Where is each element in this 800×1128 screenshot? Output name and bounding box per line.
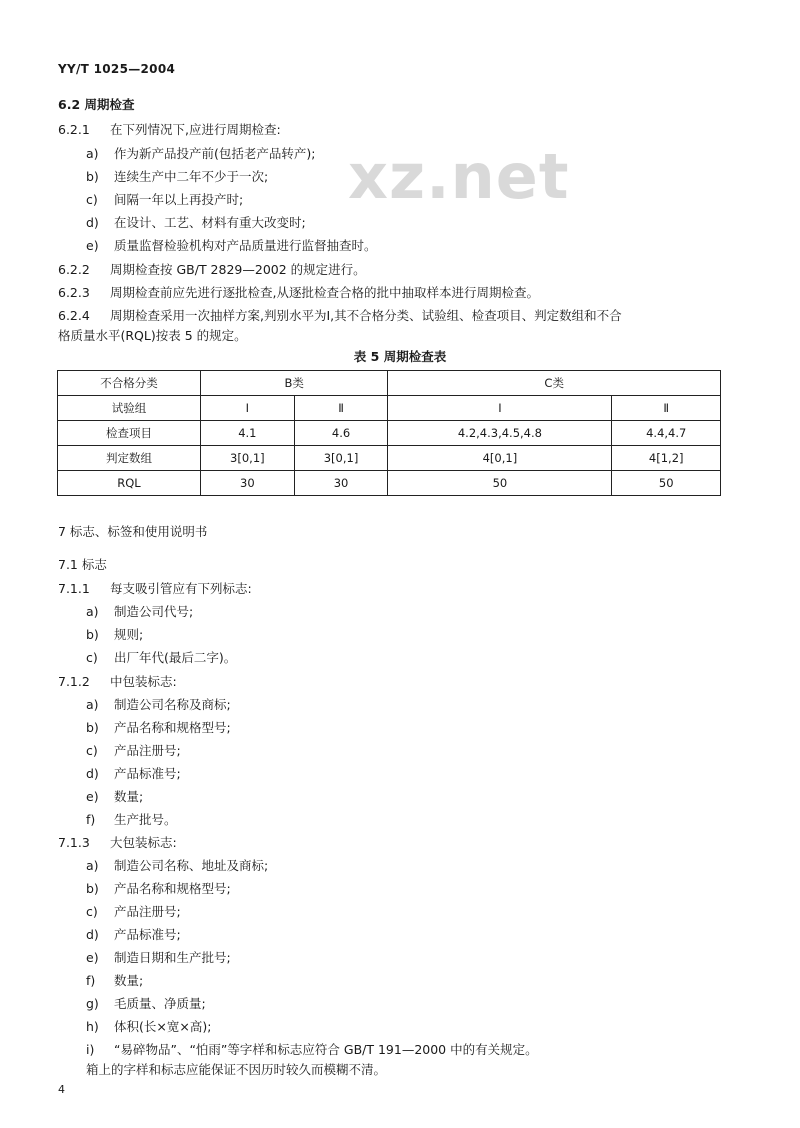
table-row bbox=[58, 446, 721, 471]
clause-7-1-2 bbox=[58, 673, 177, 691]
clause-number: 7.1.3 bbox=[58, 835, 90, 850]
list-item bbox=[86, 880, 231, 898]
class-c-header: C类 bbox=[388, 371, 721, 396]
row-header: 试验组 bbox=[58, 396, 201, 421]
list-label: c) bbox=[86, 743, 98, 758]
list-item bbox=[86, 903, 181, 921]
list-item bbox=[86, 214, 306, 232]
list-text: 制造公司名称及商标; bbox=[114, 697, 231, 712]
list-item bbox=[86, 603, 193, 621]
row-header: 判定数组 bbox=[58, 446, 201, 471]
list-label: a) bbox=[86, 858, 99, 873]
table-cell: 30 bbox=[294, 471, 388, 496]
list-text: 数量; bbox=[114, 973, 144, 988]
section-6-2-heading: 6.2 周期检查 bbox=[58, 97, 135, 112]
list-item bbox=[86, 719, 231, 737]
clause-7-1-1 bbox=[58, 580, 252, 598]
clause-text: 大包装标志: bbox=[110, 835, 177, 850]
list-text: 制造公司代号; bbox=[114, 604, 194, 619]
clause-text: 每支吸引管应有下列标志: bbox=[110, 581, 252, 596]
list-text: 制造公司名称、地址及商标; bbox=[114, 858, 269, 873]
clause-6-2-2 bbox=[58, 261, 366, 279]
list-item bbox=[86, 742, 181, 760]
table-cell: Ⅱ bbox=[294, 396, 388, 421]
list-item bbox=[86, 191, 243, 209]
list-text: 产品名称和规格型号; bbox=[114, 881, 231, 896]
list-label: a) bbox=[86, 146, 99, 161]
clause-number: 7.1.2 bbox=[58, 674, 90, 689]
row-header: 检查项目 bbox=[58, 421, 201, 446]
list-text: 数量; bbox=[114, 789, 144, 804]
list-label: e) bbox=[86, 238, 99, 253]
clause-text: 中包装标志: bbox=[110, 674, 177, 689]
list-item bbox=[86, 949, 231, 967]
list-text: 产品名称和规格型号; bbox=[114, 720, 231, 735]
list-item bbox=[86, 626, 143, 644]
table-cell: 3[0,1] bbox=[201, 446, 295, 471]
list-item bbox=[86, 765, 181, 783]
list-label: b) bbox=[86, 627, 99, 642]
list-label: f) bbox=[86, 812, 96, 827]
table-cell: 50 bbox=[612, 471, 721, 496]
table-cell: Ⅰ bbox=[201, 396, 295, 421]
clause-6-2-4 bbox=[58, 307, 622, 325]
list-label: b) bbox=[86, 881, 99, 896]
watermark: xz.net bbox=[348, 140, 570, 213]
table-cell: 4.1 bbox=[201, 421, 295, 446]
table-cell: 50 bbox=[388, 471, 612, 496]
clause-number: 6.2.2 bbox=[58, 262, 90, 277]
clause-number: 6.2.3 bbox=[58, 285, 90, 300]
clause-number: 6.2.1 bbox=[58, 122, 90, 137]
list-item bbox=[86, 788, 143, 806]
table-row bbox=[58, 371, 721, 396]
clause-number: 7.1.1 bbox=[58, 581, 90, 596]
clause-6-2-1 bbox=[58, 121, 281, 139]
list-text: “易碎物品”、“怕雨”等字样和标志应符合 GB/T 191—2000 中的有关规定。 bbox=[114, 1042, 538, 1057]
list-text: 出厂年代(最后二字)。 bbox=[114, 650, 237, 665]
list-text: 在设计、工艺、材料有重大改变时; bbox=[114, 215, 306, 230]
list-text: 连续生产中二年不少于一次; bbox=[114, 169, 269, 184]
list-item bbox=[86, 995, 206, 1013]
list-item bbox=[86, 926, 181, 944]
list-item bbox=[86, 857, 268, 875]
list-text: 间隔一年以上再投产时; bbox=[114, 192, 244, 207]
list-text: 规则; bbox=[114, 627, 144, 642]
list-text: 作为新产品投产前(包括老产品转产); bbox=[114, 146, 316, 161]
table-cell: 4[0,1] bbox=[388, 446, 612, 471]
list-label: a) bbox=[86, 697, 99, 712]
list-label: f) bbox=[86, 973, 96, 988]
list-label: a) bbox=[86, 604, 99, 619]
clause-number: 6.2.4 bbox=[58, 308, 90, 323]
row-header: RQL bbox=[58, 471, 201, 496]
list-label: c) bbox=[86, 904, 98, 919]
list-label: e) bbox=[86, 789, 99, 804]
list-item bbox=[86, 145, 315, 163]
list-text: 产品标准号; bbox=[114, 927, 181, 942]
periodic-inspection-table bbox=[57, 370, 721, 496]
list-label: d) bbox=[86, 927, 99, 942]
section-7-heading: 7 标志、标签和使用说明书 bbox=[58, 524, 208, 539]
table-cell: 4.4,4.7 bbox=[612, 421, 721, 446]
section-7-1-heading: 7.1 标志 bbox=[58, 557, 107, 572]
list-text: 毛质量、净质量; bbox=[114, 996, 206, 1011]
list-item bbox=[86, 168, 268, 186]
list-text: 生产批号。 bbox=[114, 812, 177, 827]
list-label: b) bbox=[86, 169, 99, 184]
clause-6-2-3 bbox=[58, 284, 539, 302]
list-label: c) bbox=[86, 192, 98, 207]
list-text: 质量监督检验机构对产品质量进行监督抽查时。 bbox=[114, 238, 377, 253]
table-cell: Ⅰ bbox=[388, 396, 612, 421]
clause-text: 周期检查前应先进行逐批检查,从逐批检查合格的批中抽取样本进行周期检查。 bbox=[110, 285, 539, 300]
list-label: d) bbox=[86, 766, 99, 781]
page-number: 4 bbox=[58, 1083, 65, 1096]
clause-7-1-3 bbox=[58, 834, 177, 852]
list-text: 体积(长×宽×高); bbox=[114, 1019, 212, 1034]
list-label: g) bbox=[86, 996, 99, 1011]
list-label: d) bbox=[86, 215, 99, 230]
list-text: 产品标准号; bbox=[114, 766, 181, 781]
table-cell: 30 bbox=[201, 471, 295, 496]
table-row bbox=[58, 396, 721, 421]
list-item bbox=[86, 696, 231, 714]
table-row bbox=[58, 421, 721, 446]
list-item bbox=[86, 237, 377, 255]
clause-text: 周期检查采用一次抽样方案,判别水平为Ⅰ,其不合格分类、试验组、检查项目、判定数组和不合 bbox=[110, 308, 622, 323]
table-row bbox=[58, 471, 721, 496]
table-cell: 4.6 bbox=[294, 421, 388, 446]
standard-number: YY/T 1025—2004 bbox=[58, 62, 176, 76]
list-item bbox=[86, 1018, 211, 1036]
list-label: b) bbox=[86, 720, 99, 735]
class-b-header: B类 bbox=[201, 371, 388, 396]
list-label: e) bbox=[86, 950, 99, 965]
table-cell: 3[0,1] bbox=[294, 446, 388, 471]
table-cell: 4.2,4.3,4.5,4.8 bbox=[388, 421, 612, 446]
table-cell: 4[1,2] bbox=[612, 446, 721, 471]
table-cell: Ⅱ bbox=[612, 396, 721, 421]
list-label: h) bbox=[86, 1019, 99, 1034]
clause-text: 周期检查按 GB/T 2829—2002 的规定进行。 bbox=[110, 262, 366, 277]
list-item bbox=[86, 1041, 538, 1059]
list-item bbox=[86, 649, 236, 667]
list-item bbox=[86, 972, 143, 990]
table-caption: 表 5 周期检查表 bbox=[353, 349, 447, 364]
closing-sentence: 箱上的字样和标志应能保证不因历时较久而模糊不清。 bbox=[86, 1062, 387, 1077]
list-item bbox=[86, 811, 177, 829]
clause-text: 在下列情况下,应进行周期检查: bbox=[110, 122, 281, 137]
list-label: i) bbox=[86, 1042, 95, 1057]
list-text: 产品注册号; bbox=[114, 904, 181, 919]
row-header: 不合格分类 bbox=[58, 371, 201, 396]
clause-6-2-4-continued: 格质量水平(RQL)按表 5 的规定。 bbox=[58, 328, 247, 343]
list-label: c) bbox=[86, 650, 98, 665]
list-text: 产品注册号; bbox=[114, 743, 181, 758]
list-text: 制造日期和生产批号; bbox=[114, 950, 231, 965]
